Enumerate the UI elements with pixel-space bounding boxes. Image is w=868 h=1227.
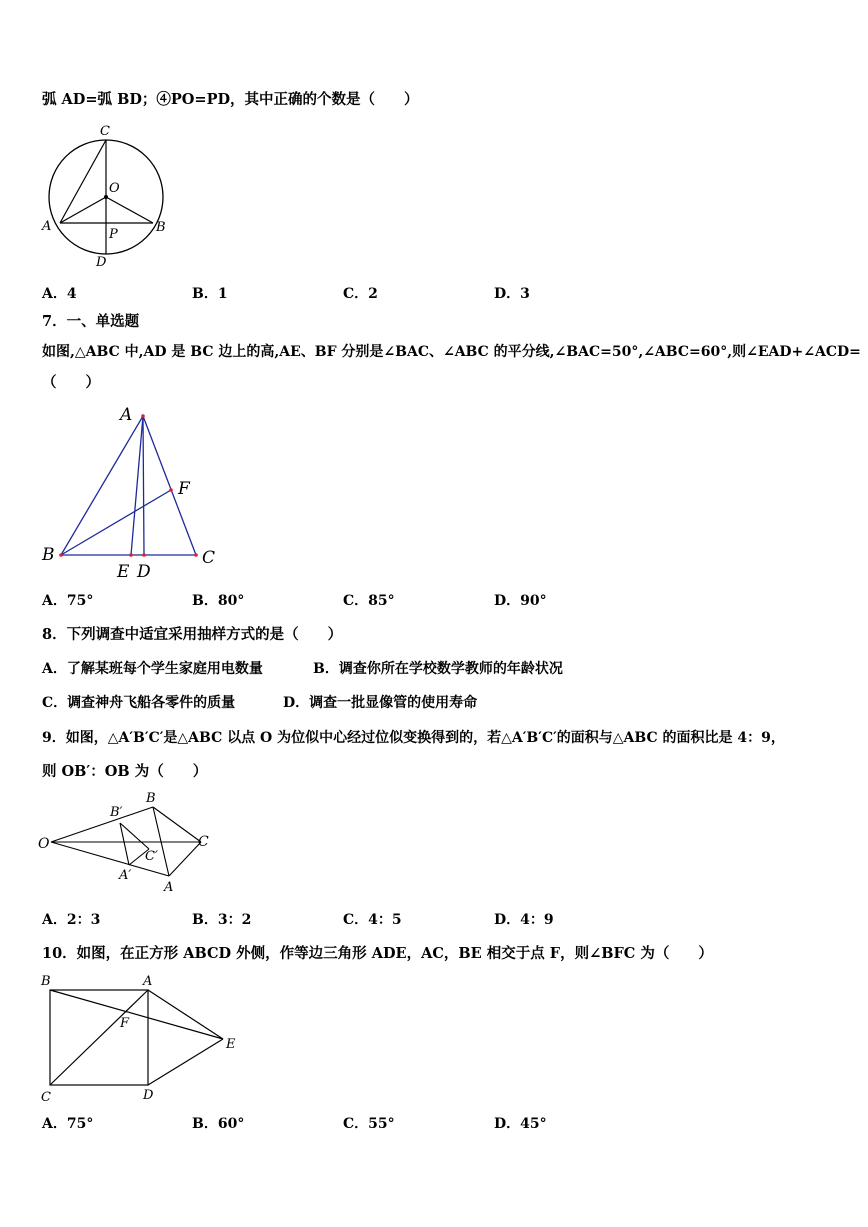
label-c: C	[41, 1090, 51, 1105]
q7-option-b[interactable]: B．80°	[192, 593, 245, 609]
ray-ob	[51, 807, 153, 842]
q7-triangle-figure	[36, 400, 226, 585]
q7-section: 7．一、单选题	[42, 313, 140, 330]
q10-option-c[interactable]: C．55°	[343, 1116, 395, 1132]
label-p: P	[109, 227, 118, 242]
point-o	[104, 195, 108, 199]
q9-option-d[interactable]: D．4：9	[494, 912, 554, 928]
label-a: A	[164, 880, 174, 895]
q8-option-a[interactable]: A．了解某班每个学生家庭用电数量	[42, 661, 263, 677]
label-a: A	[143, 974, 153, 989]
label-c1: C′	[145, 849, 158, 864]
q7-paren: （ ）	[42, 374, 100, 391]
label-f: F	[120, 1016, 130, 1031]
label-e: E	[117, 562, 130, 582]
q9-option-c[interactable]: C．4：5	[343, 912, 402, 928]
label-b: B	[41, 974, 51, 989]
label-e: E	[226, 1037, 236, 1052]
q9-option-b[interactable]: B．3：2	[192, 912, 252, 928]
label-b: B	[42, 545, 55, 565]
side-ca	[169, 842, 201, 876]
q8-text: 8．下列调查中适宜采用抽样方式的是（ ）	[42, 626, 343, 643]
q8-option-c[interactable]: C．调查神舟飞船各零件的质量	[42, 695, 236, 711]
q6-option-b[interactable]: B．1	[192, 286, 228, 302]
point-c	[194, 553, 198, 557]
altitude-ad	[143, 416, 144, 555]
q7-text: 如图,△ABC 中,AD 是 BC 边上的高,AE、BF 分别是∠BAC、∠ABC 的平分线,∠BAC=50°,∠ABC=60°,则∠EAD+∠ACD=	[42, 344, 861, 360]
q7-option-c[interactable]: C．85°	[343, 593, 395, 609]
segment-be	[50, 990, 223, 1039]
point-b	[59, 553, 63, 557]
q10-option-d[interactable]: D．45°	[494, 1116, 547, 1132]
point-a	[141, 414, 145, 418]
label-c: C	[202, 548, 216, 568]
q7-option-d[interactable]: D．90°	[494, 593, 547, 609]
segment-ob	[106, 197, 153, 223]
label-c: C	[198, 834, 209, 850]
label-d: D	[137, 562, 151, 582]
bisector-ae	[131, 416, 143, 555]
side-ab	[61, 416, 143, 555]
label-b: B	[156, 220, 166, 235]
side-de	[148, 1039, 223, 1085]
q6-option-d[interactable]: D．3	[494, 286, 530, 302]
q9-homothety-figure	[36, 790, 226, 900]
point-d	[142, 553, 146, 557]
side-ae	[148, 990, 223, 1039]
point-e	[129, 553, 133, 557]
label-o: O	[38, 836, 50, 852]
q6-option-c[interactable]: C．2	[343, 286, 378, 302]
q6-option-a[interactable]: A．4	[42, 286, 77, 302]
label-a1: A′	[119, 868, 132, 883]
q6-text: 弧 AD=弧 BD；④PO=PD，其中正确的个数是（ ）	[42, 91, 419, 108]
q7-option-a[interactable]: A．75°	[42, 593, 94, 609]
q6-circle-figure	[36, 120, 176, 270]
q9-text: 9．如图，△A′B′C′是△ABC 以点 O 为位似中心经过位似变换得到的，若△A′B′C′的面积与△ABC 的面积比是 4：9，	[42, 730, 785, 746]
label-d: D	[96, 255, 107, 270]
q9-text-2: 则 OB′：OB 为（ ）	[42, 763, 208, 780]
label-b: B	[146, 791, 156, 806]
point-f	[169, 488, 173, 492]
q10-option-b[interactable]: B．60°	[192, 1116, 245, 1132]
label-a: A	[42, 219, 52, 234]
bisector-bf	[61, 490, 171, 555]
q8-option-d[interactable]: D．调查一批显像管的使用寿命	[283, 695, 478, 711]
q10-option-a[interactable]: A．75°	[42, 1116, 94, 1132]
label-d: D	[143, 1088, 154, 1103]
label-a: A	[120, 405, 133, 425]
q10-square-figure	[36, 970, 256, 1110]
label-o: O	[109, 181, 120, 196]
label-c: C	[100, 124, 110, 139]
q9-option-a[interactable]: A．2：3	[42, 912, 101, 928]
q8-option-b[interactable]: B．调查你所在学校数学教师的年龄状况	[313, 661, 563, 677]
label-b1: B′	[110, 805, 123, 820]
label-f: F	[178, 479, 190, 499]
q10-text: 10．如图，在正方形 ABCD 外侧，作等边三角形 ADE，AC，BE 相交于点 F，则∠BFC 为（ ）	[42, 945, 713, 962]
